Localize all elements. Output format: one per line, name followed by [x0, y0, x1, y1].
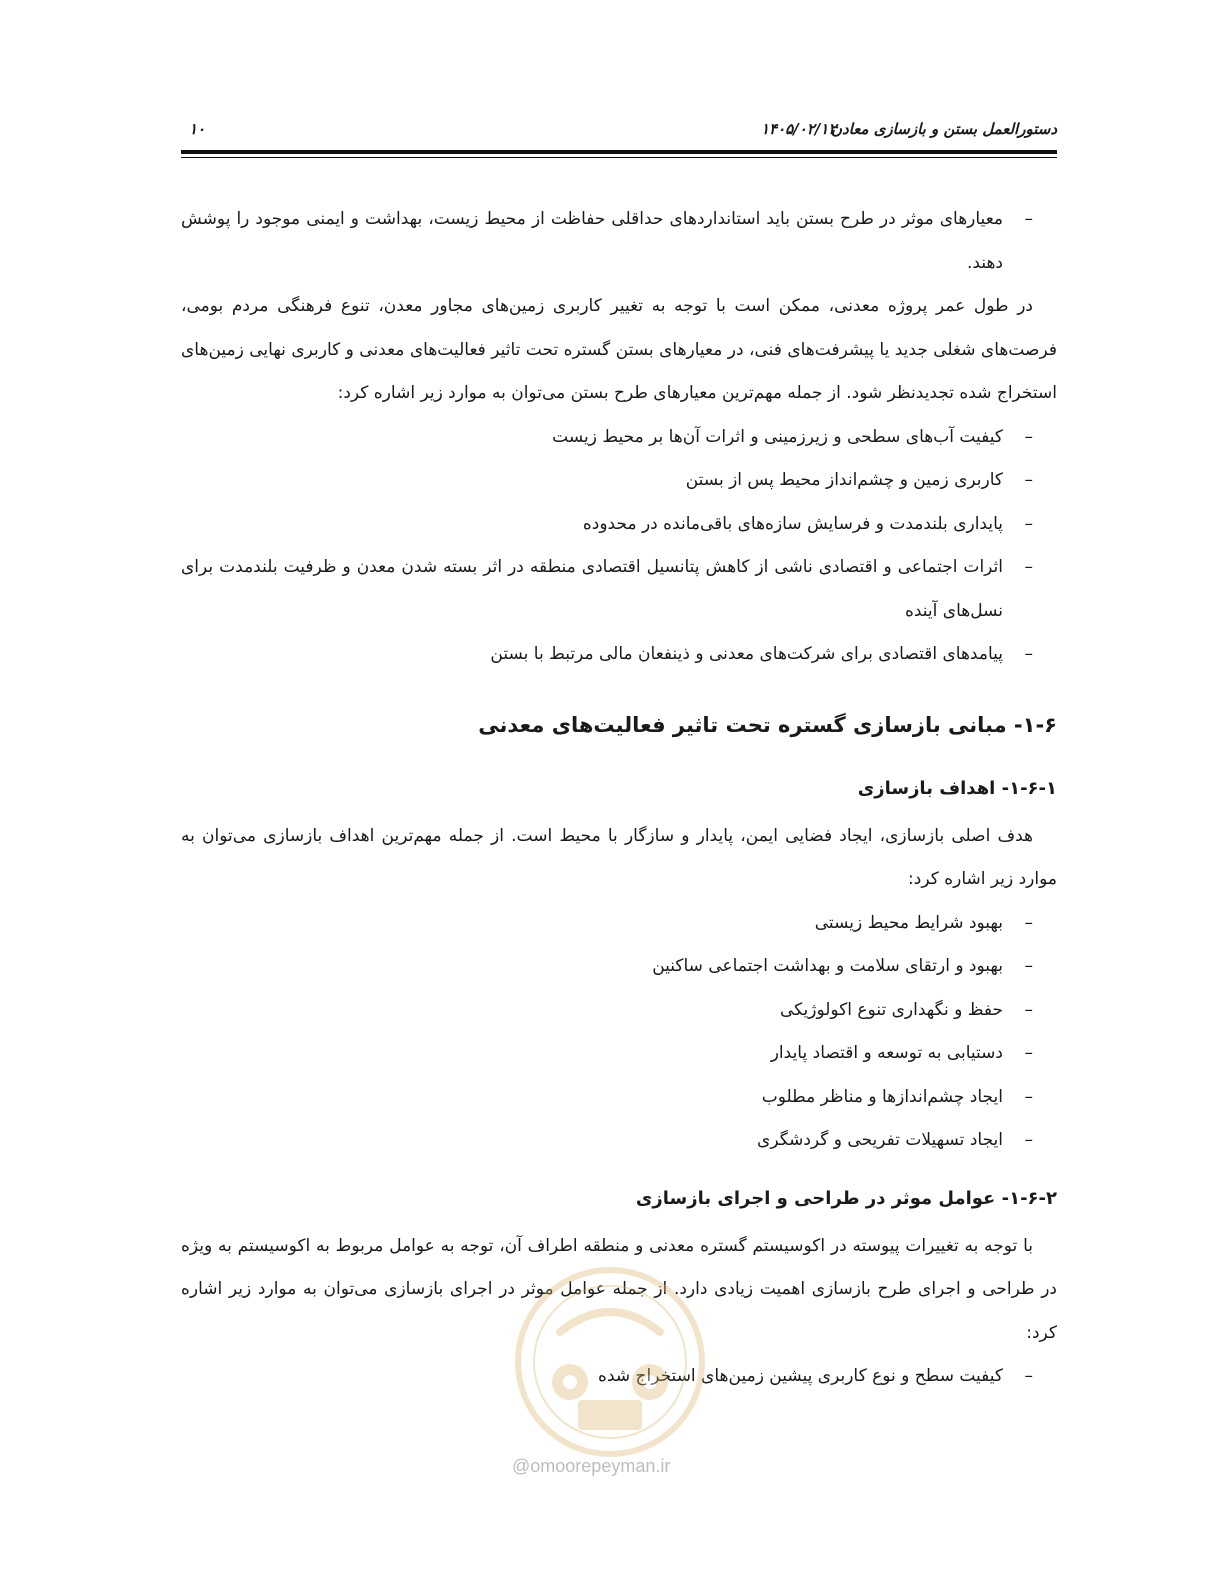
dash-bullet-icon: –: [1024, 1130, 1033, 1150]
dash-bullet-icon: –: [1024, 644, 1033, 664]
dash-bullet-icon: –: [1024, 470, 1033, 490]
dash-bullet-icon: –: [1024, 1366, 1033, 1386]
closure-criteria-list: [181, 416, 1057, 677]
paragraph: هدف اصلی بازسازی، ایجاد فضایی ایمن، پایدار و سازگار با محیط است. از جمله مهم‌ترین اهداف بازسازی می‌توان به موارد زیر اشاره کرد:: [181, 825, 1057, 889]
header-rule-thick: [181, 150, 1057, 154]
list-item: [181, 633, 1033, 677]
dash-bullet-icon: –: [1024, 912, 1033, 933]
list-item-text: بهبود و ارتقای سلامت و بهداشت اجتماعی ساکنین: [652, 956, 1003, 976]
reclamation-goals-list: [181, 902, 1057, 1163]
dash-bullet-icon: –: [1024, 999, 1033, 1020]
dash-bullet-icon: –: [1024, 1086, 1033, 1107]
subsection-heading: ۱-۶-۲- عوامل موثر در طراحی و اجرای بازسازی: [635, 1187, 1057, 1209]
list-item-text: حفظ و نگهداری تنوع اکولوژیکی: [779, 999, 1003, 1020]
list-item-text: کیفیت آب‌های سطحی و زیرزمینی و اثرات آن‌ها بر محیط زیست: [552, 426, 1003, 447]
list-item: [181, 416, 1033, 460]
dash-bullet-icon: –: [1024, 1043, 1033, 1063]
list-item: [181, 503, 1033, 547]
dash-bullet-icon: –: [1024, 513, 1033, 534]
list-item-text: پیامدهای اقتصادی برای شرکت‌های معدنی و ذینفعان مالی مرتبط با بستن: [490, 644, 1003, 664]
top-bullet-list: [181, 198, 1057, 285]
list-item-text: دستیابی به توسعه و اقتصاد پایدار: [770, 1043, 1003, 1063]
list-item-text: کاربری زمین و چشم‌انداز محیط پس از بستن: [685, 470, 1003, 490]
paragraph: در طول عمر پروژه معدنی، ممکن است با توجه به تغییر کاربری زمین‌های مجاور معدن، تنوع فرهنگی مردم بومی، فرصت‌های شغلی جدید یا پیشرفت‌های فنی، در معیارهای بستن گستره تحت تاثیر فعالیت‌های معدنی و کاربری نهایی زمین‌های استخراج شده تجدیدنظر شود. از جمله مهم‌ترین معیارهای طرح بستن می‌توان به موارد زیر اشاره کرد:: [181, 296, 1057, 403]
list-item: [181, 1032, 1033, 1076]
list-item-text: ایجاد تسهیلات تفریحی و گردشگری: [757, 1130, 1003, 1150]
list-item-text: کیفیت سطح و نوع کاربری پیشین زمین‌های استخراج شده: [598, 1366, 1003, 1386]
header-rule-thin: [181, 157, 1057, 158]
dash-bullet-icon: –: [1024, 956, 1033, 976]
header-date: ۱۴۰۵/۰۲/۱۲: [761, 120, 837, 138]
list-item: [181, 198, 1033, 285]
dash-bullet-icon: –: [1024, 557, 1033, 577]
watermark-text: @omoorepeyman.ir: [512, 1456, 671, 1476]
list-item-text: معیارهای موثر در طرح بستن باید استانداردهای حداقلی حفاظت از محیط زیست، بهداشت و ایمنی موجود را پوشش دهند.: [181, 209, 1003, 273]
list-item-text: پایداری بلندمدت و فرسایش سازه‌های باقی‌مانده در محدوده: [582, 513, 1003, 534]
list-item: [181, 1119, 1033, 1163]
dash-bullet-icon: –: [1024, 426, 1033, 447]
subsection-heading: ۱-۶-۱- اهداف بازسازی: [857, 777, 1057, 799]
watermark-seal-icon: [500, 1262, 720, 1462]
document-body: [181, 198, 1057, 1399]
list-item: [181, 945, 1033, 989]
list-item-text: اثرات اجتماعی و اقتصادی ناشی از کاهش پتانسیل اقتصادی منطقه در اثر بسته شدن معدن و ظرفیت بلندمدت برای نسل‌های آینده: [181, 557, 1003, 621]
list-item: [181, 902, 1033, 946]
list-item: [181, 1076, 1033, 1120]
header-title: دستورالعمل بستن و بازسازی معادن: [830, 120, 1057, 138]
dash-bullet-icon: –: [1024, 209, 1033, 229]
running-header: [181, 118, 1057, 142]
list-item-text: بهبود شرایط محیط زیستی: [814, 912, 1003, 933]
section-heading: ۱-۶- مبانی بازسازی گستره تحت تاثیر فعالیت‌های معدنی: [478, 712, 1057, 737]
page-number: ۱۰: [189, 120, 206, 138]
paragraph: با توجه به تغییرات پیوسته در اکوسیستم گستره معدنی و منطقه اطراف آن، توجه به عوامل مربوط به اکوسیستم به ویژه در طراحی و اجرای طرح بازسازی اهمیت زیادی دارد. از جمله عوامل موثر در اجرای بازسازی می‌توان به موارد زیر اشاره کرد:: [181, 1235, 1057, 1343]
list-item-text: ایجاد چشم‌اندازها و مناظر مطلوب: [761, 1086, 1003, 1107]
list-item: [181, 546, 1033, 633]
list-item: [181, 459, 1033, 503]
list-item: [181, 989, 1033, 1033]
